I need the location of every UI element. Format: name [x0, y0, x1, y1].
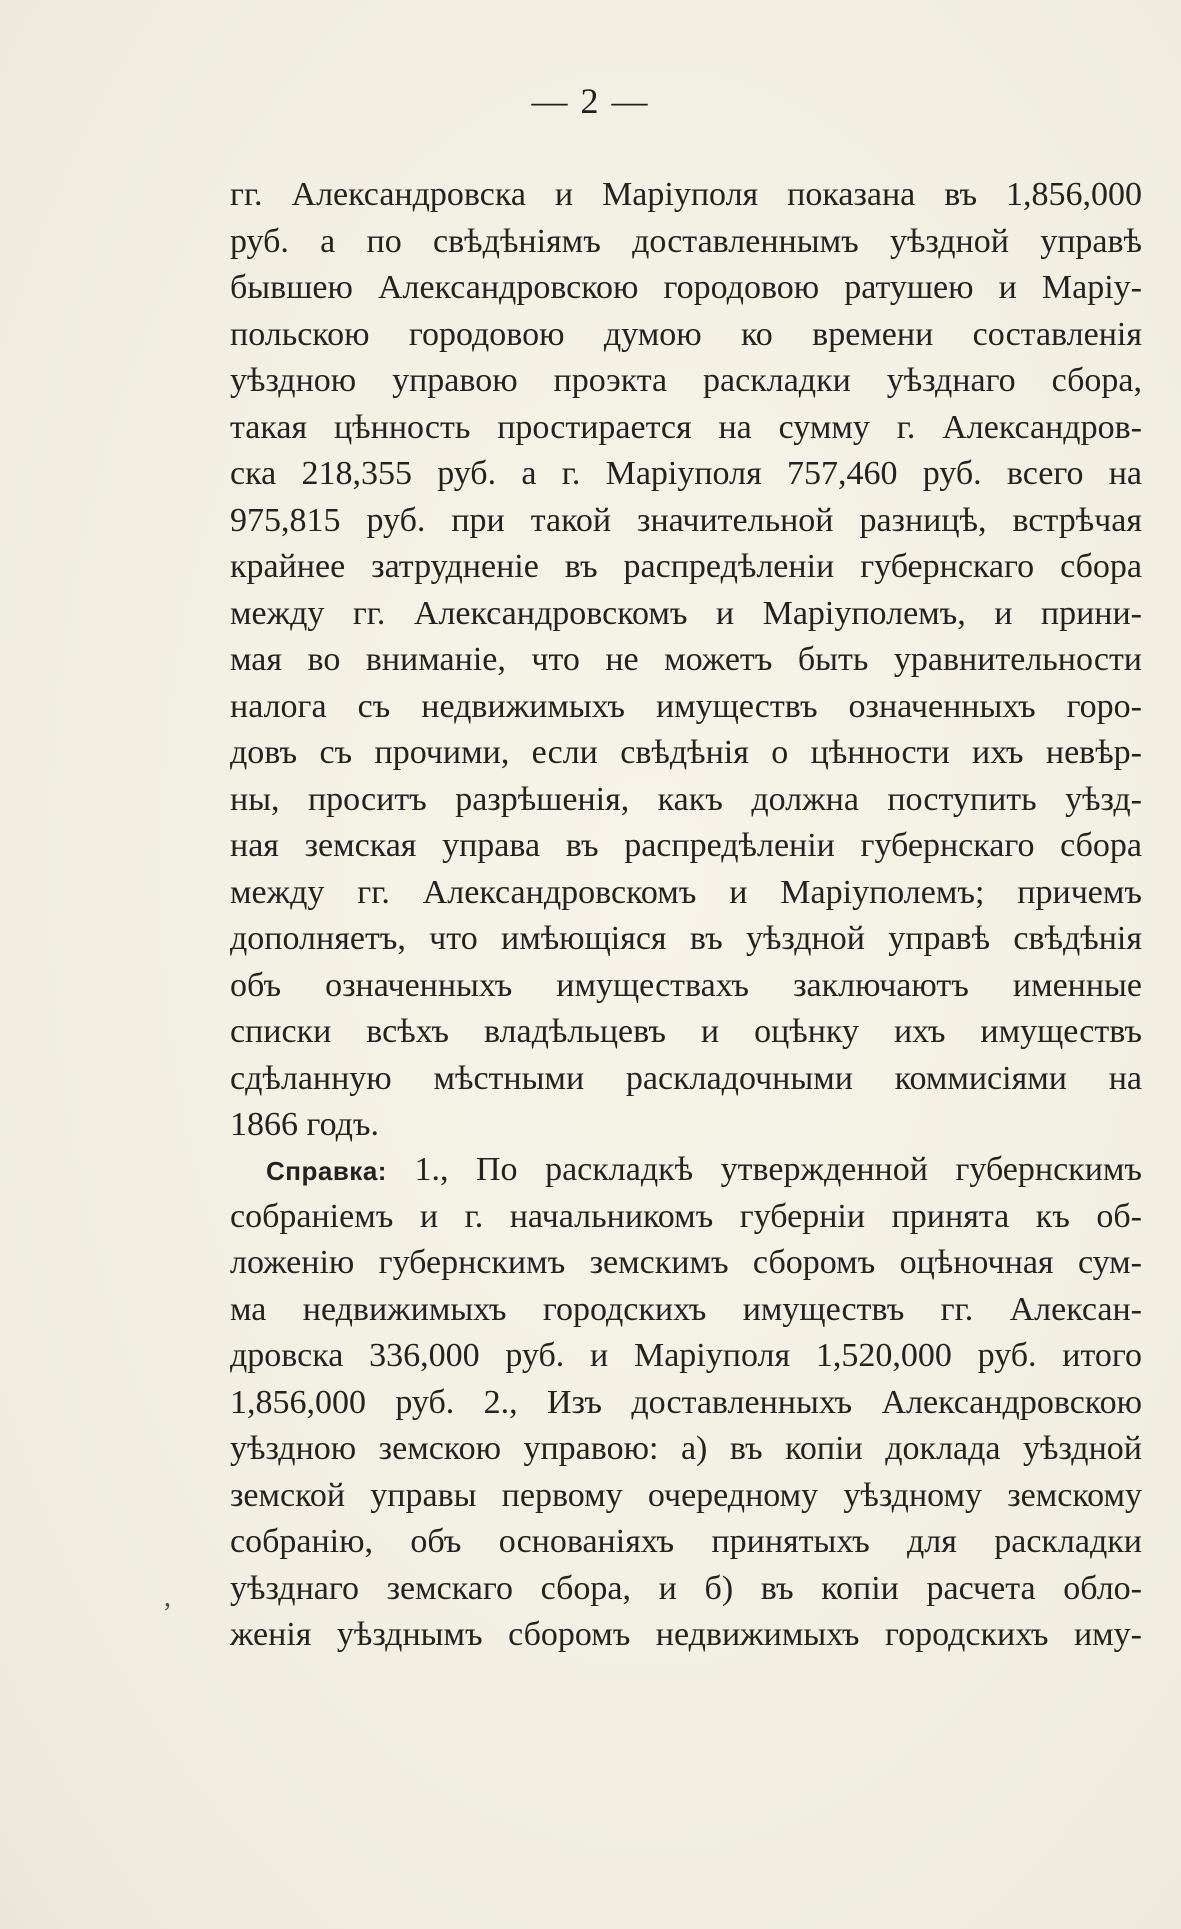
text-line: уѣздною земскою управою: а) въ копіи доклада уѣздной — [230, 1430, 1142, 1467]
spravka-first-line-text: 1., По раскладкѣ утвержденной губернскимъ — [386, 1151, 1142, 1188]
text-line: между гг. Александровскомъ и Маріуполемъ, и прини- — [230, 594, 1142, 632]
text-line: такая цѣнность простирается на сумму г. Александров- — [230, 408, 1142, 446]
text-line: бывшею Александровскою городовою ратушею и Маріу- — [230, 269, 1142, 306]
text-line: руб. а по свѣдѣніямъ доставленнымъ уѣздной управѣ — [230, 222, 1142, 260]
text-line: 1,856,000 руб. 2., Изъ доставленныхъ Александровскою — [230, 1383, 1142, 1421]
text-line: земской управы первому очередному уѣздному земскому — [230, 1476, 1142, 1514]
text-line: польскою городовою думою ко времени составленія — [230, 315, 1142, 353]
text-line: между гг. Александровскомъ и Маріуполемъ; причемъ — [230, 873, 1142, 911]
text-line: 975,815 руб. при такой значительной разницѣ, встрѣчая — [230, 501, 1142, 539]
text-line: уѣзднаго земскаго сбора, и б) въ копіи расчета обло- — [230, 1569, 1142, 1607]
text-line: налога съ недвижимыхъ имуществъ означенныхъ горо- — [230, 687, 1142, 725]
paragraph-spravka — [230, 1147, 1142, 1659]
text-line: ложенію губернскимъ земскимъ сборомъ оцѣночная сум- — [230, 1244, 1142, 1281]
text-line: объ означенныхъ имуществахъ заключаютъ именные — [230, 966, 1142, 1004]
text-line: 1866 годъ. — [230, 1106, 379, 1143]
text-line: собранію, объ основаніяхъ принятыхъ для раскладки — [230, 1523, 1142, 1560]
text-line: ма недвижимыхъ городскихъ имуществъ гг. Алексан- — [230, 1290, 1142, 1328]
text-line: собраніемъ и г. начальникомъ губерніи принята къ об- — [230, 1197, 1142, 1235]
text-line: дровска 336,000 руб. и Маріуполя 1,520,000 руб. итого — [230, 1337, 1142, 1374]
spravka-label: Справка: — [266, 1156, 387, 1186]
text-line: мая во вниманіе, что не можетъ быть уравнительности — [230, 641, 1142, 678]
spravka-first-line — [230, 1147, 1142, 1194]
text-line: довъ съ прочими, если свѣдѣнія о цѣнности ихъ невѣр- — [230, 734, 1142, 771]
text-line: ны, проситъ разрѣшенія, какъ должна поступить уѣзд- — [230, 780, 1142, 818]
text-line: ная земская управа въ распредѣленіи губернскаго сбора — [230, 827, 1142, 864]
text-line: гг. Александровска и Маріуполя показана въ 1,856,000 — [230, 176, 1142, 213]
text-line: крайнее затрудненіе въ распредѣленіи губернскаго сбора — [230, 548, 1142, 585]
text-line: списки всѣхъ владѣльцевъ и оцѣнку ихъ имуществъ — [230, 1013, 1142, 1050]
text-line: дополняетъ, что имѣющіяся въ уѣздной управѣ свѣдѣнія — [230, 920, 1142, 957]
text-line: сдѣланную мѣстными раскладочными коммисіями на — [230, 1059, 1142, 1097]
text-line: уѣздною управою проэкта раскладки уѣзднаго сбора, — [230, 362, 1142, 399]
page-number: — 2 — — [531, 81, 650, 121]
margin-mark: , — [164, 1582, 171, 1613]
paragraph-main — [230, 172, 1142, 1149]
text-line: женія уѣзднымъ сборомъ недвижимыхъ городскихъ иму- — [230, 1616, 1142, 1653]
text-line: ска 218,355 руб. а г. Маріуполя 757,460 руб. всего на — [230, 455, 1142, 492]
